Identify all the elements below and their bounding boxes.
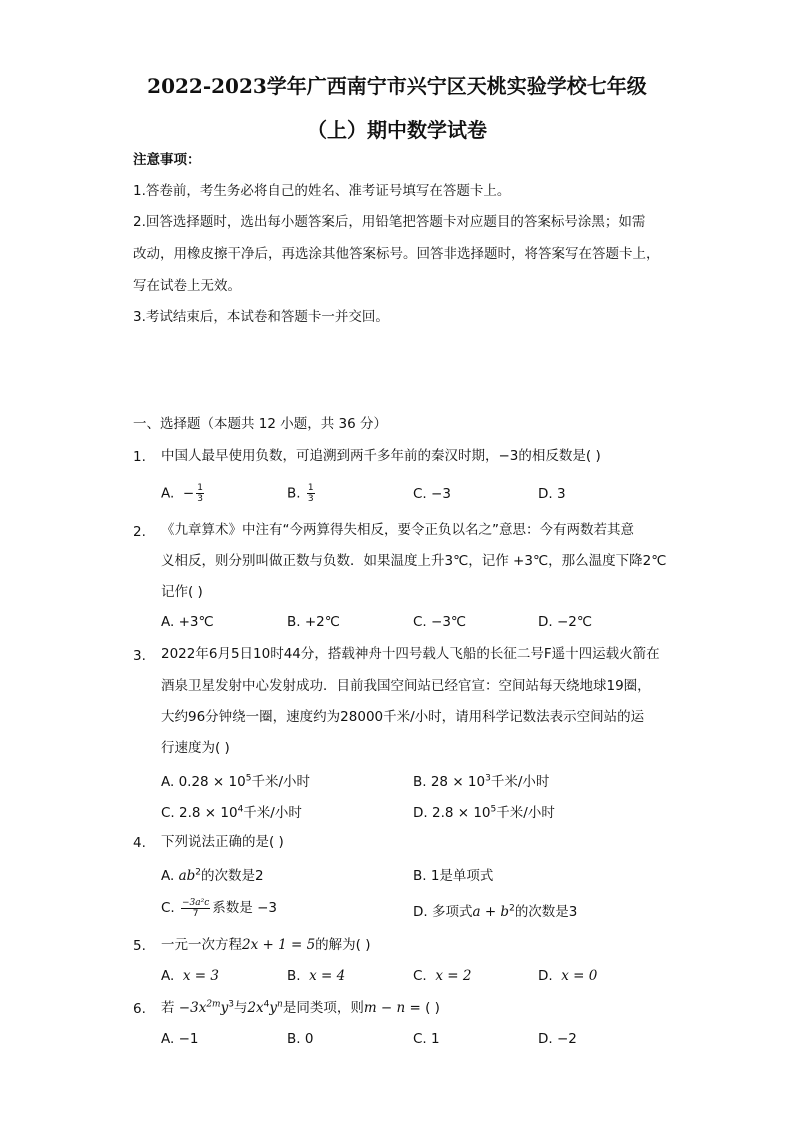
q1-number: 1.: [133, 449, 146, 465]
notice-item-3: 3.考试结束后，本试卷和答题卡一并交回。: [133, 309, 389, 325]
q2-number: 2.: [133, 524, 146, 540]
q2-line3: 记作( ): [161, 584, 203, 600]
q3-option-c: C. $2.8 \times 10^4$千米/小时: [161, 804, 302, 821]
notice-item-2-line2: 改动，用橡皮擦干净后，再选涂其他答案标号。回答非选择题时，将答案写在答题卡上，: [133, 246, 660, 262]
q6-number: 6.: [133, 1001, 146, 1017]
exam-title-line1: 2022-2023学年广西南宁市兴宁区天桃实验学校七年级: [147, 74, 647, 98]
q2-option-a: A. +3℃: [161, 614, 214, 630]
notice-heading: 注意事项：: [133, 152, 201, 168]
q5-option-a: A. x = 3: [161, 968, 219, 984]
q3-option-b: B. $28 \times 10^3$千米/小时: [413, 773, 550, 790]
section-heading: 一、选择题（本题共 12 小题，共 36 分）: [133, 416, 388, 432]
q3-line3: 大约96分钟绕一圈，速度约为28000千米/小时，请用科学记数法表示空间站的运: [161, 709, 645, 725]
q1-option-c: C. −3: [413, 486, 451, 502]
q1-option-a: A. − $\frac{1}{3}$: [161, 483, 203, 504]
q2-option-d: D. −2℃: [538, 614, 593, 630]
q6-option-c: C. 1: [413, 1031, 440, 1047]
exam-title-line2: （上）期中数学试卷: [307, 118, 487, 142]
q1-option-d: D. 3: [538, 486, 566, 502]
q6-option-a: A. −1: [161, 1031, 199, 1047]
q5-option-c: C. x = 2: [413, 968, 472, 984]
q3-option-d: D. $2.8 \times 10^5$千米/小时: [413, 804, 555, 821]
notice-item-1: 1.答卷前，考生务必将自己的姓名、准考证号填写在答题卡上。: [133, 183, 511, 199]
q2-line2: 义相反，则分别叫做正数与负数．如果温度上升3℃，记作 +3℃，那么温度下降2℃: [161, 553, 667, 569]
q3-option-a: A. $0.28 \times 10^5$千米/小时: [161, 773, 311, 790]
q5-option-b: B. x = 4: [287, 968, 346, 984]
q3-line2: 酒泉卫星发射中心发射成功．目前我国空间站已经官宣：空间站每天绕地球19圈，: [161, 678, 651, 694]
q6-stem: 若 $-3x^{2m}y^3$与$2x^4y^n$是同类项，则m − n = ( ): [161, 999, 440, 1016]
notice-item-2-line1: 2.回答选择题时，选出每小题答案后，用铅笔把答题卡对应题目的答案标号涂黑；如需: [133, 214, 646, 230]
q3-line4: 行速度为( ): [161, 740, 230, 756]
q4-option-d: D. 多项式$a + b^2$的次数是3: [413, 903, 578, 920]
q2-line1: 《九章算术》中注有“今两算得失相反，要令正负以名之”意思：今有两数若其意: [161, 522, 634, 538]
q2-option-b: B. +2℃: [287, 614, 340, 630]
q4-option-b: B. 1是单项式: [413, 868, 494, 884]
q4-stem: 下列说法正确的是( ): [161, 834, 284, 850]
q3-line1: 2022年6月5日10时44分，搭载神舟十四号载人飞船的长征二号F遥十四运载火箭在: [161, 646, 660, 662]
q4-option-c: C. $\frac{\text{−3a²c}}{7}$ 系数是 −3: [161, 897, 277, 919]
q5-number: 5.: [133, 938, 146, 954]
q4-number: 4.: [133, 835, 146, 851]
q1-stem: 中国人最早使用负数，可追溯到两千多年前的秦汉时期，−3的相反数是( ): [161, 448, 601, 464]
q2-option-c: C. −3℃: [413, 614, 467, 630]
q4-option-a: A. $ab^2$的次数是2: [161, 867, 264, 884]
q5-option-d: D. x = 0: [538, 968, 598, 984]
q6-option-b: B. 0: [287, 1031, 314, 1047]
q3-number: 3.: [133, 648, 146, 664]
q1-option-b: B. $\frac{1}{3}$: [287, 483, 314, 504]
q5-stem: 一元一次方程2x + 1 = 5的解为( ): [161, 937, 371, 953]
q6-option-d: D. −2: [538, 1031, 577, 1047]
notice-item-2-line3: 写在试卷上无效。: [133, 278, 241, 294]
